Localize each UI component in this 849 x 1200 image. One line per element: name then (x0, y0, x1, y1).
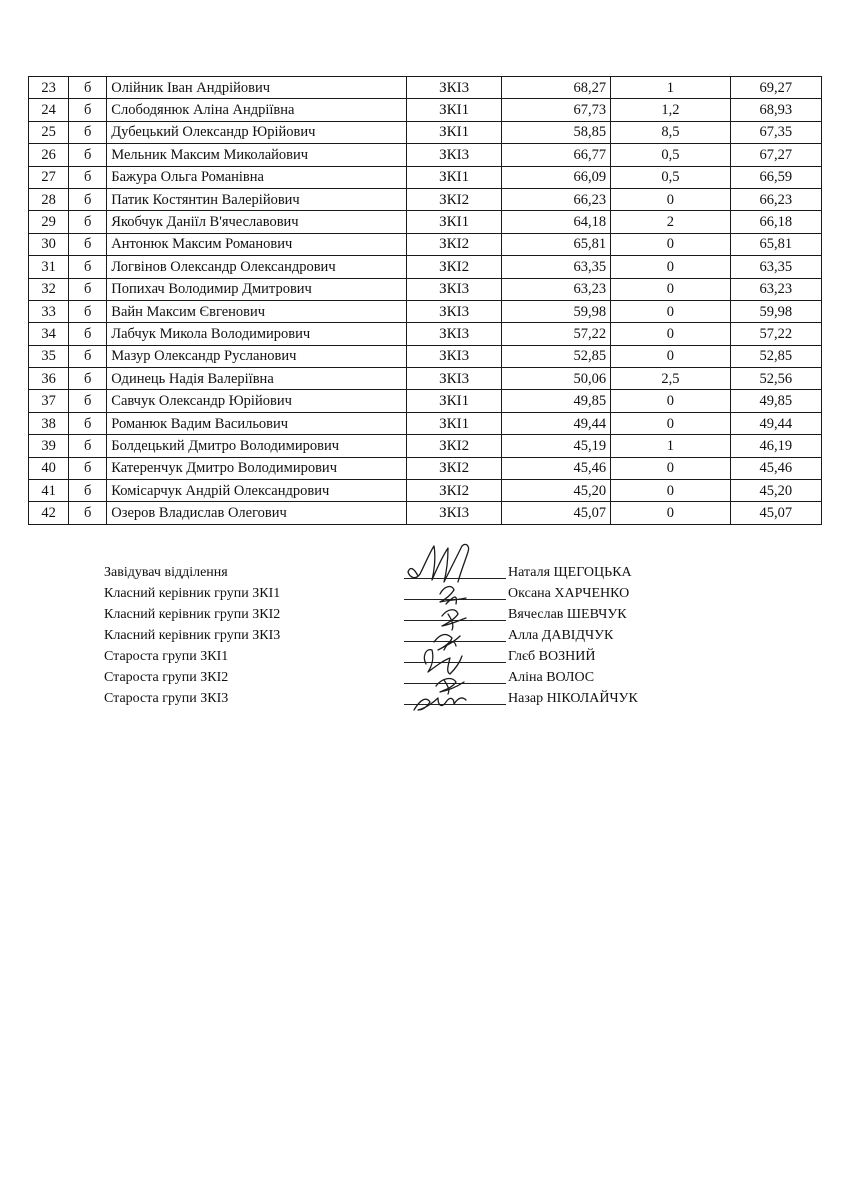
row-number: 30 (29, 233, 69, 255)
signature-scribble-3 (434, 635, 460, 650)
bonus-points: 0 (611, 390, 730, 412)
total-score: 66,18 (730, 211, 821, 233)
handwritten-signatures (396, 538, 516, 718)
average-score: 45,19 (501, 435, 610, 457)
row-number: 25 (29, 121, 69, 143)
total-score: 69,27 (730, 77, 821, 99)
row-basis: б (69, 390, 107, 412)
student-name: Одинець Надія Валеріївна (107, 368, 407, 390)
student-name: Вайн Максим Євгенович (107, 300, 407, 322)
average-score: 59,98 (501, 300, 610, 322)
table-row (29, 300, 822, 322)
row-basis: б (69, 368, 107, 390)
row-basis: б (69, 323, 107, 345)
total-score: 46,19 (730, 435, 821, 457)
total-score: 45,20 (730, 480, 821, 502)
signatory-name: Наталя ЩЕГОЦЬКА (508, 565, 632, 580)
table-row (29, 368, 822, 390)
row-basis: б (69, 144, 107, 166)
group-code: ЗКІ3 (407, 300, 501, 322)
group-code: ЗКІ3 (407, 345, 501, 367)
average-score: 66,77 (501, 144, 610, 166)
bonus-points: 0 (611, 502, 730, 524)
row-number: 34 (29, 323, 69, 345)
total-score: 52,85 (730, 345, 821, 367)
group-code: ЗКІ3 (407, 368, 501, 390)
group-code: ЗКІ3 (407, 502, 501, 524)
table-row (29, 345, 822, 367)
signatory-name: Назар НІКОЛАЙЧУК (508, 691, 638, 706)
row-number: 36 (29, 368, 69, 390)
student-name: Якобчук Даніїл В'ячеславович (107, 211, 407, 233)
signatory-name: Аліна ВОЛОС (508, 670, 595, 685)
group-code: ЗКІ3 (407, 323, 501, 345)
average-score: 45,07 (501, 502, 610, 524)
average-score: 45,46 (501, 457, 610, 479)
row-number: 31 (29, 256, 69, 278)
table-row (29, 412, 822, 434)
row-basis: б (69, 435, 107, 457)
total-score: 66,59 (730, 166, 821, 188)
student-name: Романюк Вадим Васильович (107, 412, 407, 434)
average-score: 66,09 (501, 166, 610, 188)
table-row (29, 166, 822, 188)
bonus-points: 0 (611, 480, 730, 502)
bonus-points: 0 (611, 278, 730, 300)
row-number: 41 (29, 480, 69, 502)
signature-scribble-head (408, 544, 469, 582)
student-name: Патик Костянтин Валерійович (107, 188, 407, 210)
group-code: ЗКІ2 (407, 457, 501, 479)
average-score: 68,27 (501, 77, 610, 99)
total-score: 66,23 (730, 188, 821, 210)
group-code: ЗКІ2 (407, 256, 501, 278)
row-basis: б (69, 345, 107, 367)
average-score: 49,85 (501, 390, 610, 412)
group-code: ЗКІ1 (407, 166, 501, 188)
row-number: 39 (29, 435, 69, 457)
row-number: 38 (29, 412, 69, 434)
table-row (29, 323, 822, 345)
group-code: ЗКІ3 (407, 77, 501, 99)
row-number: 24 (29, 99, 69, 121)
bonus-points: 1 (611, 77, 730, 99)
row-basis: б (69, 211, 107, 233)
average-score: 58,85 (501, 121, 610, 143)
signature-scribble-6 (414, 698, 466, 710)
student-name: Олійник Іван Андрійович (107, 77, 407, 99)
signatory-name: Глєб ВОЗНИЙ (508, 649, 596, 664)
table-row (29, 278, 822, 300)
student-name: Антонюк Максим Романович (107, 233, 407, 255)
total-score: 49,85 (730, 390, 821, 412)
row-number: 40 (29, 457, 69, 479)
table-row (29, 435, 822, 457)
total-score: 63,23 (730, 278, 821, 300)
bonus-points: 0 (611, 233, 730, 255)
row-basis: б (69, 166, 107, 188)
average-score: 64,18 (501, 211, 610, 233)
total-score: 57,22 (730, 323, 821, 345)
total-score: 65,81 (730, 233, 821, 255)
table-row (29, 144, 822, 166)
student-name: Логвінов Олександр Олександрович (107, 256, 407, 278)
row-basis: б (69, 300, 107, 322)
signatory-role: Староста групи ЗКІ1 (104, 649, 229, 664)
average-score: 63,23 (501, 278, 610, 300)
bonus-points: 0,5 (611, 144, 730, 166)
group-code: ЗКІ2 (407, 480, 501, 502)
signatory-name: Вячеслав ШЕВЧУК (508, 607, 627, 622)
group-code: ЗКІ2 (407, 233, 501, 255)
total-score: 59,98 (730, 300, 821, 322)
table-row (29, 188, 822, 210)
bonus-points: 0 (611, 300, 730, 322)
row-basis: б (69, 480, 107, 502)
student-name: Мельник Максим Миколайович (107, 144, 407, 166)
average-score: 67,73 (501, 99, 610, 121)
student-name: Савчук Олександр Юрійович (107, 390, 407, 412)
total-score: 45,46 (730, 457, 821, 479)
total-score: 52,56 (730, 368, 821, 390)
row-number: 26 (29, 144, 69, 166)
signatory-role: Класний керівник групи ЗКІ2 (104, 607, 281, 622)
student-name: Лабчук Микола Володимирович (107, 323, 407, 345)
row-number: 37 (29, 390, 69, 412)
group-code: ЗКІ1 (407, 121, 501, 143)
group-code: ЗКІ1 (407, 99, 501, 121)
row-basis: б (69, 188, 107, 210)
bonus-points: 8,5 (611, 121, 730, 143)
table-row (29, 457, 822, 479)
average-score: 52,85 (501, 345, 610, 367)
table-row (29, 121, 822, 143)
table-row (29, 390, 822, 412)
student-name: Катеренчук Дмитро Володимирович (107, 457, 407, 479)
bonus-points: 2 (611, 211, 730, 233)
average-score: 63,35 (501, 256, 610, 278)
row-basis: б (69, 256, 107, 278)
row-number: 27 (29, 166, 69, 188)
row-basis: б (69, 99, 107, 121)
group-code: ЗКІ1 (407, 390, 501, 412)
student-name: Мазур Олександр Русланович (107, 345, 407, 367)
table-row (29, 77, 822, 99)
signature-scribble-2 (442, 610, 466, 630)
bonus-points: 0 (611, 457, 730, 479)
row-number: 32 (29, 278, 69, 300)
row-basis: б (69, 457, 107, 479)
bonus-points: 1,2 (611, 99, 730, 121)
student-name: Болдецький Дмитро Володимирович (107, 435, 407, 457)
table-row (29, 233, 822, 255)
total-score: 49,44 (730, 412, 821, 434)
student-name: Дубецький Олександр Юрійович (107, 121, 407, 143)
average-score: 66,23 (501, 188, 610, 210)
group-code: ЗКІ1 (407, 412, 501, 434)
group-code: ЗКІ2 (407, 435, 501, 457)
ranking-table (28, 76, 822, 525)
bonus-points: 1 (611, 435, 730, 457)
row-basis: б (69, 233, 107, 255)
signatory-name: Оксана ХАРЧЕНКО (508, 586, 630, 601)
student-name: Попихач Володимир Дмитрович (107, 278, 407, 300)
student-name: Озеров Владислав Олегович (107, 502, 407, 524)
group-code: ЗКІ3 (407, 278, 501, 300)
group-code: ЗКІ3 (407, 144, 501, 166)
table-row (29, 99, 822, 121)
row-basis: б (69, 502, 107, 524)
bonus-points: 2,5 (611, 368, 730, 390)
group-code: ЗКІ1 (407, 211, 501, 233)
signature-scribble-1 (440, 587, 466, 604)
bonus-points: 0 (611, 412, 730, 434)
total-score: 67,27 (730, 144, 821, 166)
row-number: 33 (29, 300, 69, 322)
bonus-points: 0 (611, 345, 730, 367)
student-name: Слободянюк Аліна Андріївна (107, 99, 407, 121)
row-basis: б (69, 278, 107, 300)
average-score: 65,81 (501, 233, 610, 255)
table-row (29, 211, 822, 233)
signatory-role: Завідувач відділення (104, 565, 228, 580)
signatory-role: Класний керівник групи ЗКІ3 (104, 628, 281, 643)
row-basis: б (69, 121, 107, 143)
signatory-role: Староста групи ЗКІ3 (104, 691, 229, 706)
row-number: 28 (29, 188, 69, 210)
average-score: 49,44 (501, 412, 610, 434)
row-number: 35 (29, 345, 69, 367)
average-score: 45,20 (501, 480, 610, 502)
total-score: 67,35 (730, 121, 821, 143)
total-score: 63,35 (730, 256, 821, 278)
bonus-points: 0 (611, 323, 730, 345)
signature-scribble-5 (436, 679, 464, 694)
table-row (29, 256, 822, 278)
bonus-points: 0 (611, 256, 730, 278)
signatory-name: Алла ДАВІДЧУК (508, 628, 614, 643)
student-name: Бажура Ольга Романівна (107, 166, 407, 188)
bonus-points: 0,5 (611, 166, 730, 188)
row-basis: б (69, 412, 107, 434)
signatory-role: Староста групи ЗКІ2 (104, 670, 229, 685)
ranking-table-body (29, 77, 822, 525)
average-score: 50,06 (501, 368, 610, 390)
group-code: ЗКІ2 (407, 188, 501, 210)
total-score: 68,93 (730, 99, 821, 121)
average-score: 57,22 (501, 323, 610, 345)
row-number: 23 (29, 77, 69, 99)
table-row (29, 502, 822, 524)
row-basis: б (69, 77, 107, 99)
bonus-points: 0 (611, 188, 730, 210)
row-number: 42 (29, 502, 69, 524)
total-score: 45,07 (730, 502, 821, 524)
signatory-role: Класний керівник групи ЗКІ1 (104, 586, 281, 601)
student-name: Комісарчук Андрій Олександрович (107, 480, 407, 502)
row-number: 29 (29, 211, 69, 233)
table-row (29, 480, 822, 502)
signature-scribble-4 (424, 650, 462, 674)
